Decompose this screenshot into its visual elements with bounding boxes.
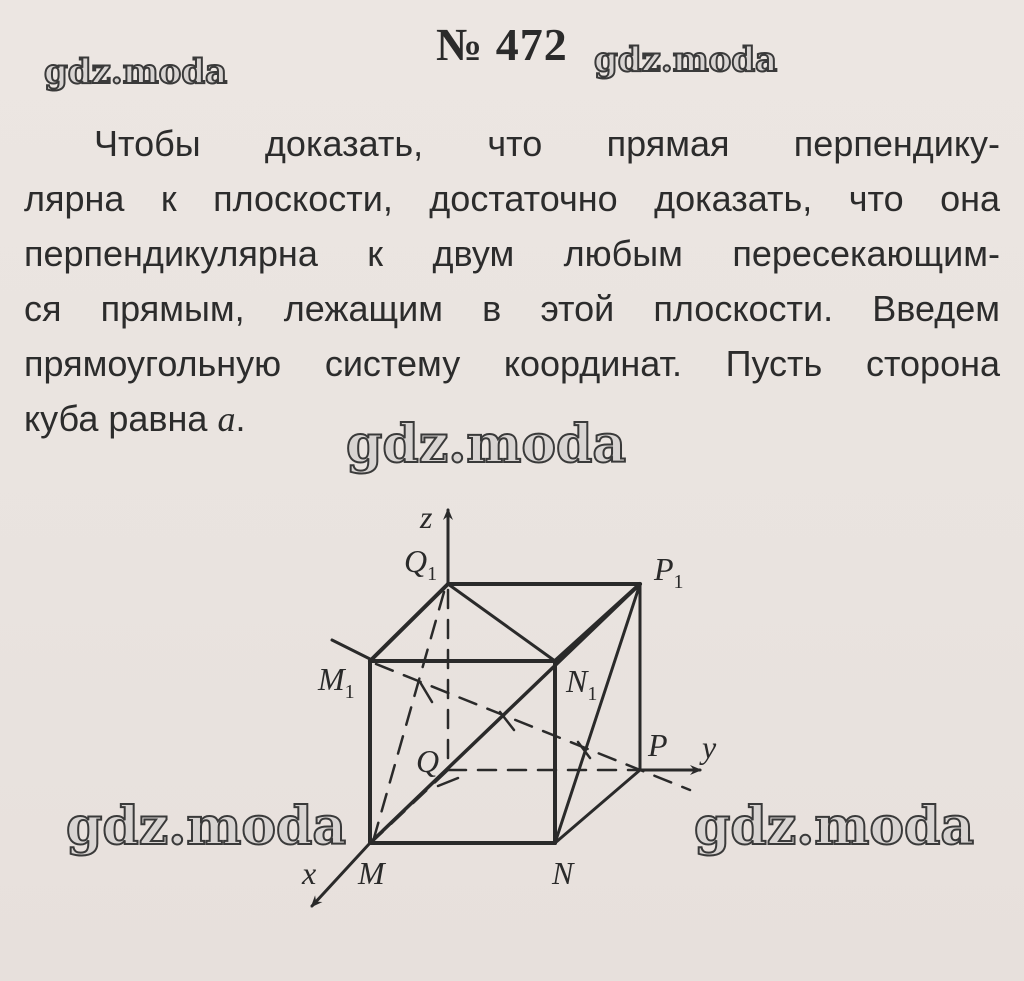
watermark-top-left: gdz.moda: [44, 52, 228, 92]
text-line-5: прямоугольную систему координат. Пусть сторона: [24, 343, 1000, 384]
label-N: N: [552, 855, 574, 891]
problem-number: № 472: [436, 19, 568, 70]
text-line-6-prefix: куба равна: [24, 398, 218, 439]
label-M1: $M_1$: [318, 661, 355, 703]
perpendicular-tick-1: [420, 682, 432, 702]
label-N1: $N_1$: [566, 663, 598, 705]
perpendicular-tick-2: [500, 712, 514, 730]
watermark-bottom-right: gdz.moda: [694, 796, 975, 857]
watermark-top-right: gdz.moda: [594, 40, 778, 80]
text-line-2: лярна к плоскости, достаточно доказать, что она: [24, 178, 1000, 219]
label-Q: Q: [416, 743, 440, 779]
perpendicular-tick-4: [438, 778, 458, 786]
cube-side-variable: a: [217, 399, 236, 439]
label-P1: $P_1$: [654, 551, 684, 593]
label-x: x: [302, 855, 317, 891]
text-line-6-suffix: .: [235, 398, 246, 439]
label-y: y: [702, 729, 717, 765]
diagonal-Q1-N1: [448, 584, 555, 661]
label-z: z: [420, 499, 433, 535]
line-extension-M1: [332, 640, 372, 660]
text-line-4: ся прямым, лежащим в этой плоскости. Введем: [24, 288, 1000, 329]
label-P: P: [648, 727, 668, 763]
watermark-bottom-left: gdz.moda: [66, 796, 347, 857]
watermark-center: gdz.moda: [346, 414, 627, 475]
hidden-diagonal-Q1-M: [374, 592, 444, 838]
label-Q1: $Q_1$: [404, 543, 438, 585]
text-line-1: Чтобы доказать, что прямая перпендику-: [94, 123, 1000, 164]
label-M: M: [358, 855, 385, 891]
text-line-3: перпендикулярна к двум любым пересекающим-: [24, 233, 1000, 274]
